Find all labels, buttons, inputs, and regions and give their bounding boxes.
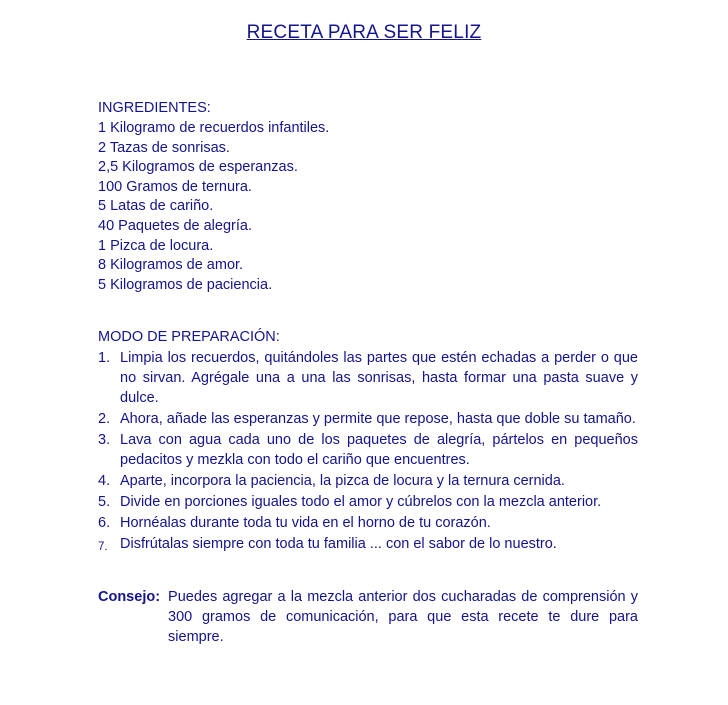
step-item xyxy=(98,409,638,429)
step-item xyxy=(98,513,638,533)
step-item xyxy=(98,430,638,470)
step-text: Aparte, incorpora la paciencia, la pizca de locura y la ternura cernida. xyxy=(120,473,565,490)
section-spacer xyxy=(98,295,638,329)
step-number: 3. xyxy=(98,432,111,449)
advice-block xyxy=(98,587,638,647)
step-number: 5. xyxy=(98,494,111,511)
step-number: 1. xyxy=(98,350,111,367)
page-title: RECETA PARA SER FELIZ xyxy=(246,22,482,43)
step-number: 2. xyxy=(98,411,111,428)
advice-label: Consejo: xyxy=(98,589,161,606)
step-text: Limpia los recuerdos, quitándoles las partes que estén echadas a perder o que no sirvan. Agrégale una a una las sonrisas, hasta formar una pasta suave y dulce. xyxy=(120,350,638,407)
step-item xyxy=(98,348,638,408)
list-item: 100 Gramos de ternura. xyxy=(98,178,252,195)
document-page xyxy=(0,22,728,705)
list-item: 2 Tazas de sonrisas. xyxy=(98,139,230,156)
ingredients-list xyxy=(98,119,638,295)
preparation-heading: MODO DE PREPARACIÓN: xyxy=(98,329,280,346)
document-body xyxy=(98,100,638,647)
step-text: Hornéalas durante toda tu vida en el horno de tu corazón. xyxy=(120,515,491,532)
list-item: 8 Kilogramos de amor. xyxy=(98,257,244,274)
step-text: Divide en porciones iguales todo el amor y cúbrelos con la mezcla anterior. xyxy=(120,494,602,511)
step-item xyxy=(98,534,638,557)
list-item: 40 Paquetes de alegría. xyxy=(98,217,252,234)
list-item: 1 Pizca de locura. xyxy=(98,237,214,254)
step-number: 7. xyxy=(98,541,108,554)
list-item: 5 Kilogramos de paciencia. xyxy=(98,276,273,293)
step-number: 6. xyxy=(98,515,111,532)
advice-text: Puedes agregar a la mezcla anterior dos cucharadas de comprensión y 300 gramos de comunicación, para que esta recete te dure para siempre. xyxy=(168,589,638,646)
preparation-steps xyxy=(98,348,638,557)
step-text: Disfrútalas siempre con toda tu familia ... con el sabor de lo nuestro. xyxy=(120,536,557,553)
step-text: Lava con agua cada uno de los paquetes de alegría, pártelos en pequeños pedacitos y mezkla con todo el cariño que encuentres. xyxy=(120,432,638,469)
step-number: 4. xyxy=(98,473,111,490)
ingredients-heading: INGREDIENTES: xyxy=(98,100,211,116)
step-text: Ahora, añade las esperanzas y permite que repose, hasta que doble su tamaño. xyxy=(120,411,636,428)
step-item xyxy=(98,471,638,491)
step-item xyxy=(98,492,638,512)
list-item: 1 Kilogramo de recuerdos infantiles. xyxy=(98,120,330,136)
list-item: 2,5 Kilogramos de esperanzas. xyxy=(98,159,298,176)
list-item: 5 Latas de cariño. xyxy=(98,198,214,215)
